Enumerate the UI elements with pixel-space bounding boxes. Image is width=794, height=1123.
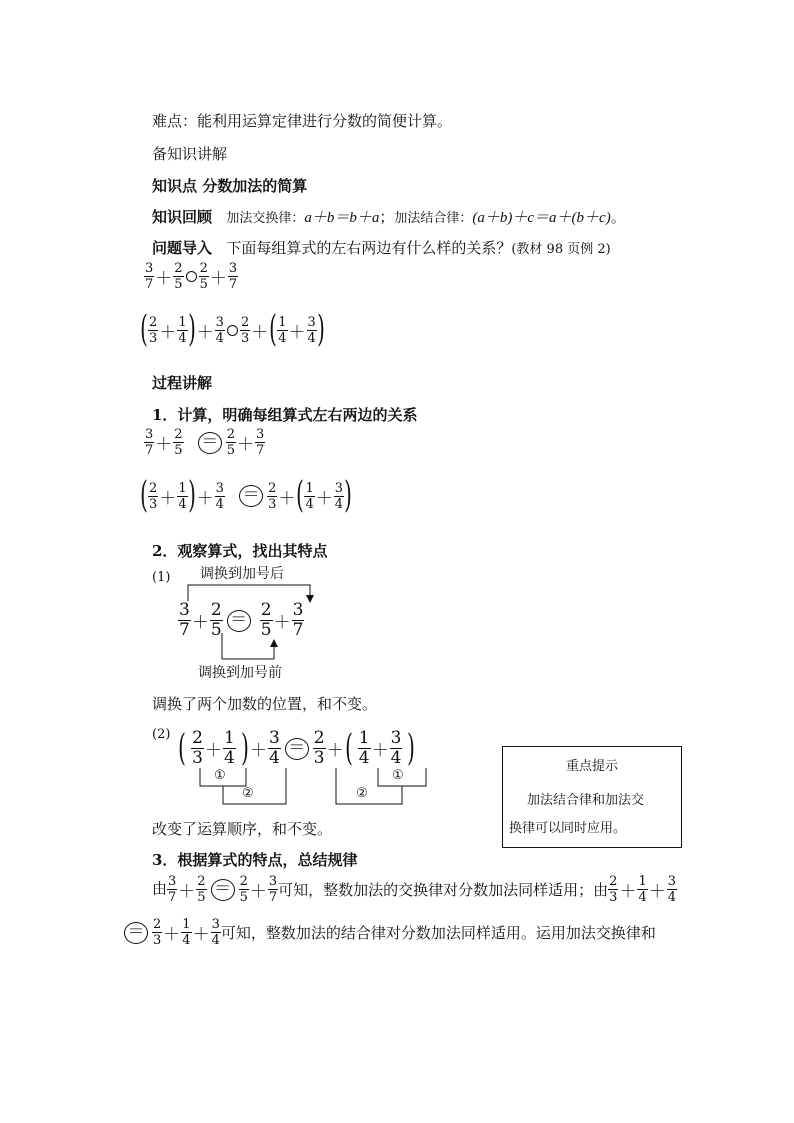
circled-number-1: ①	[214, 768, 226, 783]
plus-sign: ＋	[237, 435, 255, 455]
circled-equals-icon: ＝	[227, 610, 251, 632]
conclusion-2: 改变了运算顺序，和不变。	[152, 820, 333, 838]
circled-equals-icon: ＝	[239, 485, 263, 507]
arrow-up-icon	[270, 639, 278, 647]
swap-before-label: 调换到加号前	[198, 665, 282, 681]
textbook-reference: (教材 98 页例 2)	[511, 242, 611, 257]
right-paren: )	[187, 309, 196, 350]
fraction-2-5: $\frac{2}{5}$	[199, 261, 208, 292]
grouping-formula: ( $\frac{2}{3}$ ＋ $\frac{1}{4}$ )＋ $\frac{3}{4}$ ＝ $\frac{2}{3}$ ＋( $\frac{1}{4}$ ＋ $\frac{3}{4}$ )	[178, 727, 416, 769]
label-2: (2)	[152, 727, 171, 742]
intro-formula-2: ( $\frac{2}{3}$ ＋ $\frac{1}{4}$ )＋ $\frac{3}{4}$ $\frac{2}{3}$ ＋( $\frac{1}{4}$ ＋ $\frac{3}{4}$ )	[140, 309, 325, 350]
tip-title: 重点提示	[565, 759, 618, 774]
tip-line-2: 换律可以同时应用。	[509, 821, 627, 836]
plus-sign: ＋	[209, 269, 227, 289]
conclusion-1: 调换了两个加数的位置，和不变。	[152, 695, 378, 713]
fraction-3-7: $\frac{3}{7}$	[145, 261, 154, 292]
review-separator: ；	[379, 208, 395, 226]
step1-formula-2: ( $\frac{2}{3}$ ＋ $\frac{1}{4}$ )＋ $\frac{3}{4}$ ＝ $\frac{2}{3}$ ＋( $\frac{1}{4}$ ＋ $\frac{3}{4}$ )	[140, 475, 352, 516]
step-2-heading: 2．观察算式，找出其特点	[152, 542, 328, 560]
review-associative-label: 加法结合律：	[394, 211, 473, 226]
knowledge-point-heading	[152, 175, 307, 196]
intro-label: 问题导入	[152, 239, 213, 257]
knowledge-point-label: 知识点	[152, 177, 198, 195]
step-3-heading: 3．根据算式的特点，总结规律	[152, 851, 358, 869]
rule-line-2: ＝ $\frac{2}{3}$ ＋ $\frac{1}{4}$ ＋ $\frac{3}{4}$ 可知，整数加法的结合律对分数加法同样适用。运用加法交换律和	[120, 918, 656, 947]
fraction-3-7: $\frac{3}{7}$	[228, 261, 238, 292]
associative-formula: (a＋b)＋c＝a＋(b＋c)	[472, 210, 611, 226]
step1-formula-1: $\frac{3}{7}$ ＋ $\frac{2}{5}$ ＝ $\frac{2}{5}$ ＋ $\frac{3}{7}$	[145, 427, 265, 458]
knowledge-point-title: 分数加法的简算	[202, 177, 308, 195]
rule-prefix: 由	[152, 879, 168, 898]
review-line	[152, 206, 626, 227]
intro-line	[152, 237, 611, 258]
tip-line-1: 加法结合律和加法交	[527, 793, 645, 808]
right-paren: )	[316, 309, 325, 350]
blank-circle-icon	[186, 271, 197, 282]
plus-sign: ＋	[159, 322, 177, 343]
arrow-down-icon	[306, 595, 314, 603]
key-tip-box	[502, 746, 682, 848]
label-1: (1)	[152, 570, 171, 585]
blank-circle-icon	[227, 325, 238, 336]
swap-after-label: 调换到加号后	[200, 566, 284, 582]
review-label: 知识回顾	[152, 208, 213, 226]
circled-number-2: ②	[356, 786, 368, 801]
circled-equals-icon: ＝	[198, 432, 222, 454]
plus-sign: ＋	[155, 435, 173, 455]
commutative-formula: a＋b＝b＋a	[304, 210, 380, 226]
review-end: 。	[610, 208, 626, 226]
swap-formula: $\frac{3}{7}$ ＋ $\frac{2}{5}$ ＝ $\frac{2}{5}$ ＋ $\frac{3}{7}$	[179, 600, 304, 640]
intro-question: 下面每组算式的左右两边有什么样的关系？	[226, 239, 512, 257]
left-paren: (	[269, 309, 278, 350]
circled-number-2: ②	[242, 786, 254, 801]
step-1-heading: 1．计算，明确每组算式左右两边的关系	[152, 406, 418, 424]
plus-sign: ＋	[155, 269, 173, 289]
review-commutative-label: 加法交换律：	[226, 211, 305, 226]
circled-equals-icon: ＝	[285, 738, 309, 760]
intro-formula-1	[144, 262, 238, 291]
left-paren: (	[140, 309, 148, 350]
section-header-process: 过程讲解	[152, 374, 213, 392]
plus-sign: ＋	[288, 322, 306, 343]
fraction-2-5: $\frac{2}{5}$	[174, 261, 183, 292]
rule-text-2: 可知，整数加法的结合律对分数加法同样适用。运用加法交换律和	[220, 924, 656, 942]
rule-text-1: 可知，整数加法的交换律对分数加法同样适用；由	[278, 881, 609, 899]
circled-equals-icon: ＝	[211, 879, 235, 901]
difficulty-text: 难点：能利用运算定律进行分数的简便计算。	[152, 112, 453, 130]
plus-sign: ＋	[196, 322, 214, 343]
circled-equals-icon: ＝	[124, 922, 148, 944]
section-header-prep: 备知识讲解	[152, 145, 228, 163]
circled-number-1: ①	[392, 768, 404, 783]
plus-sign: ＋	[251, 322, 269, 343]
rule-line-1: 由 $\frac{3}{7}$ ＋ $\frac{2}{5}$ ＝ $\frac{2}{5}$ ＋ $\frac{3}{7}$ 可知，整数加法的交换律对分数加法同样适用；由 $\frac{2}{3}$ ＋ $\frac{1}{4}$ ＋ $\frac{3}{4}$	[152, 874, 676, 905]
